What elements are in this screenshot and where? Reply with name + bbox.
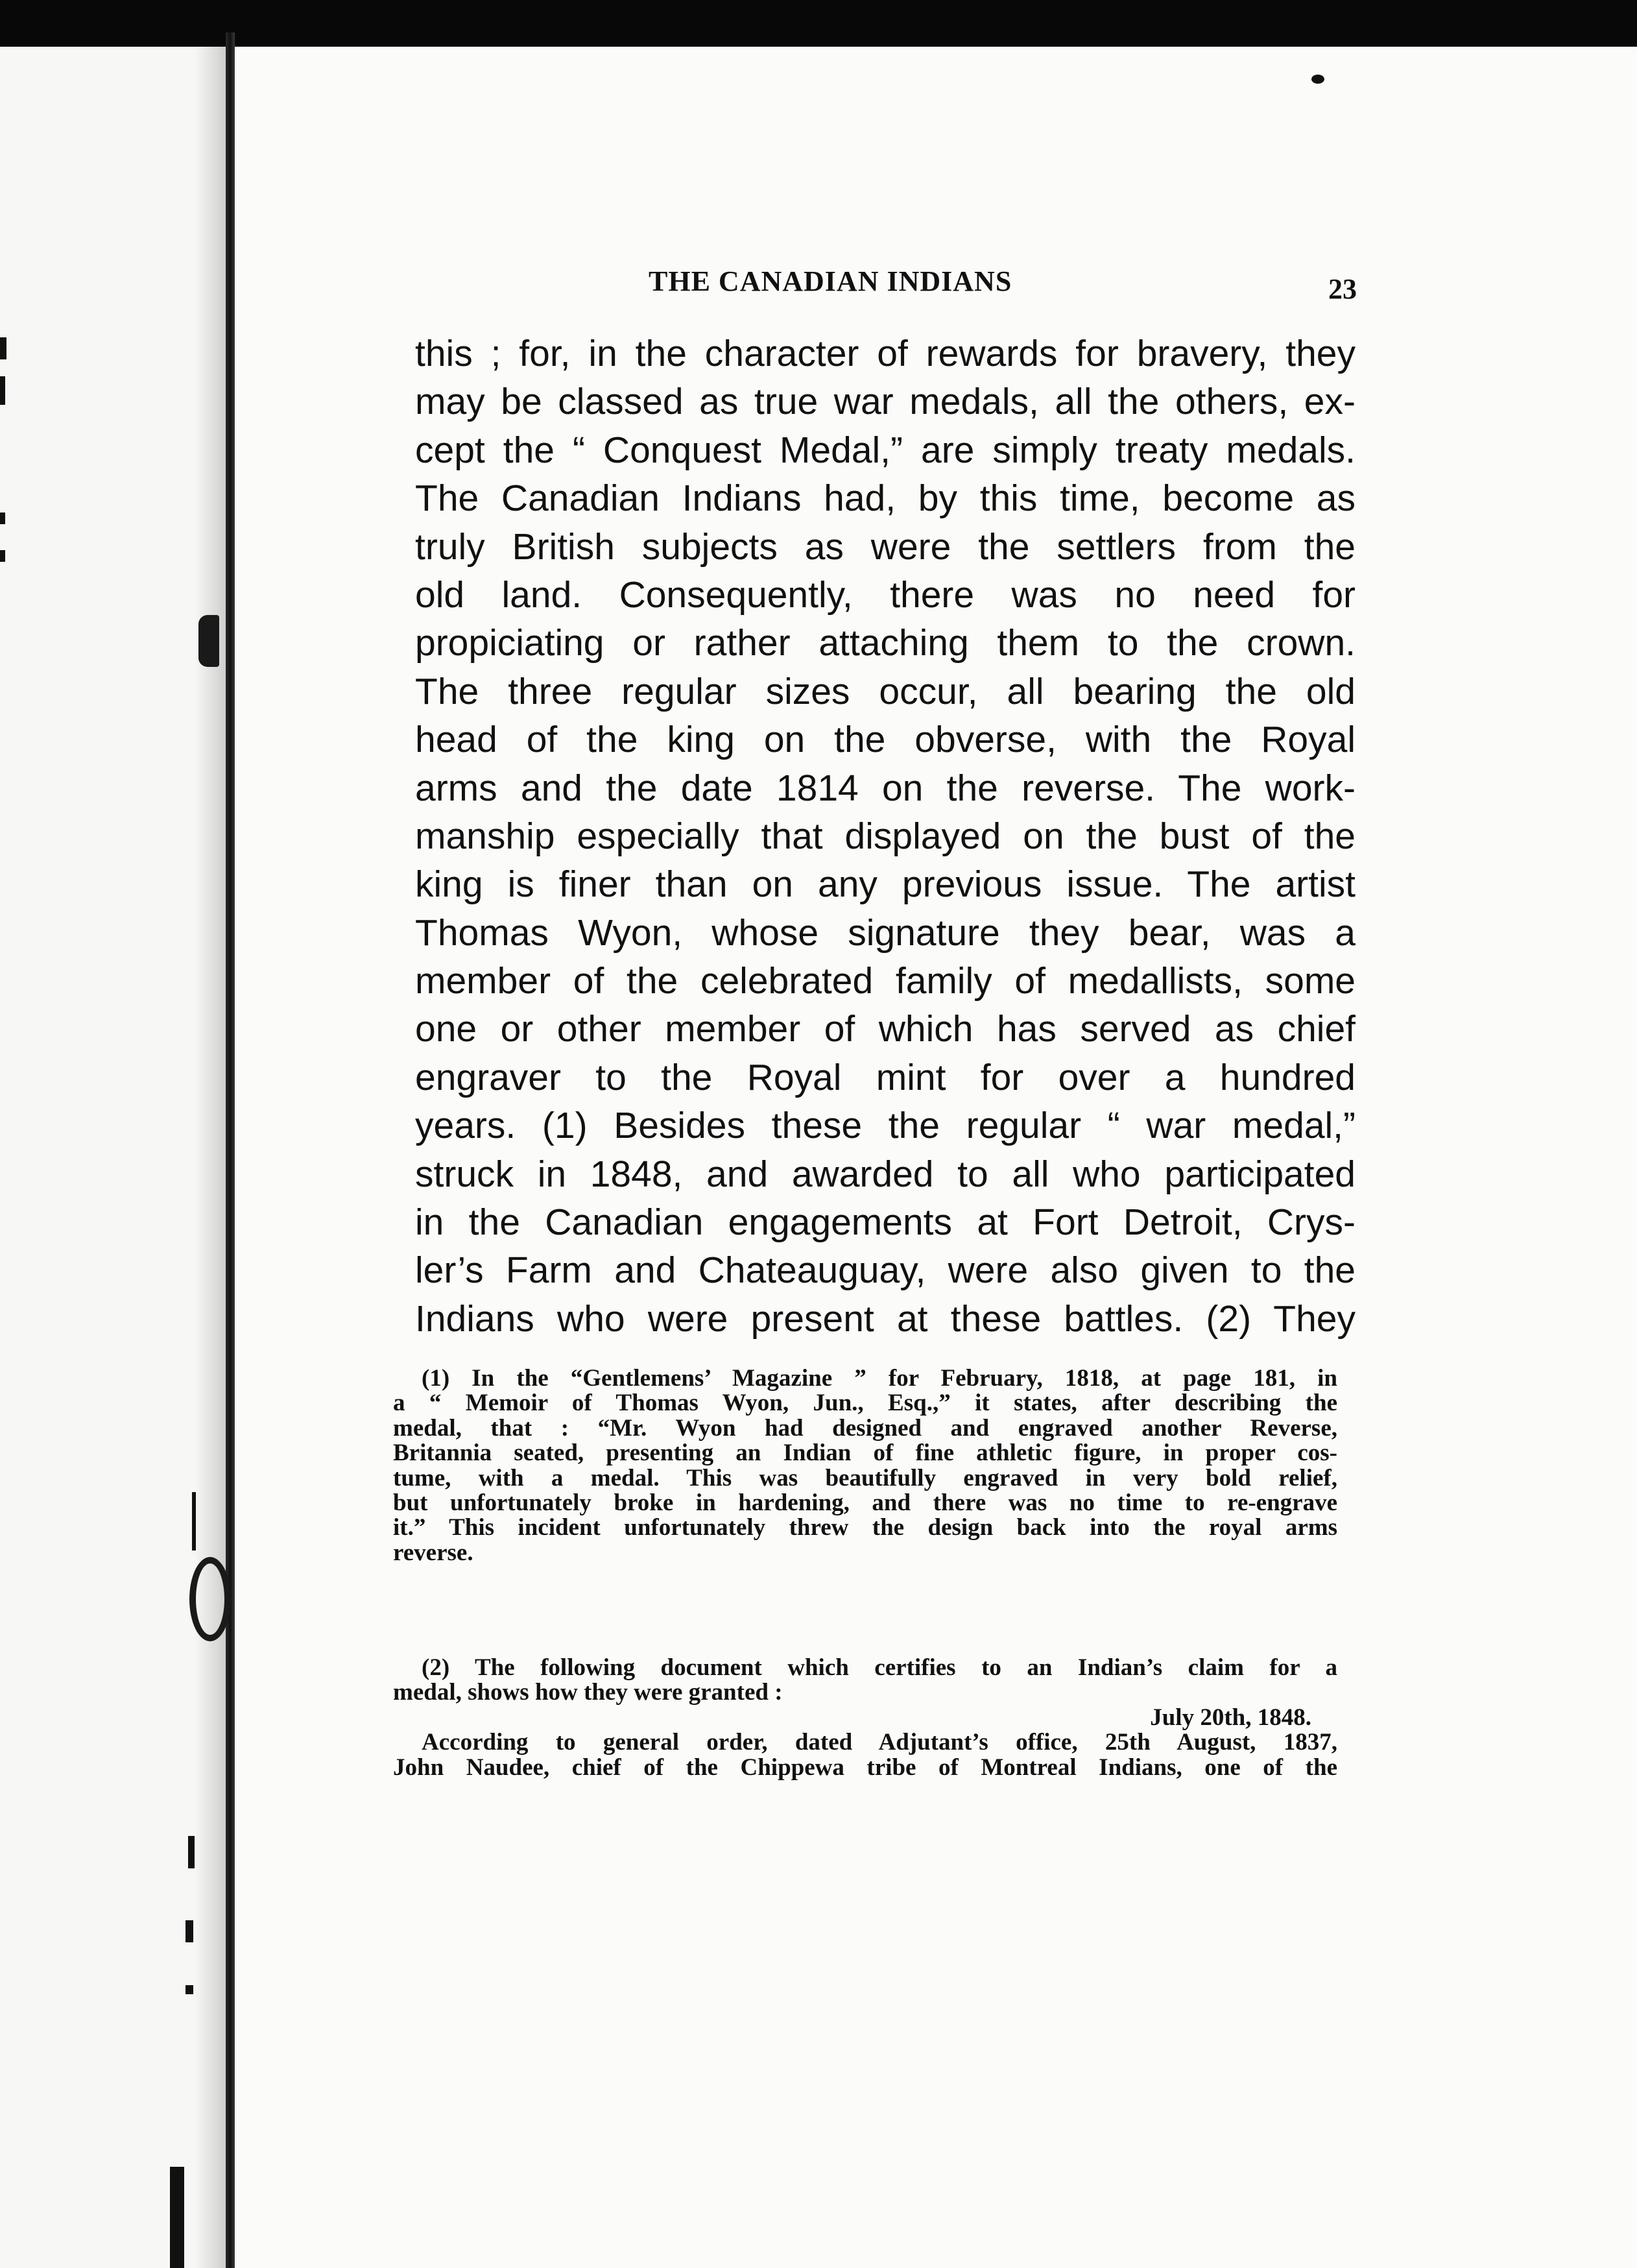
body-line: manship especially that displayed on the bust of the bbox=[415, 815, 1356, 857]
body-line: one or other member of which has served as chief bbox=[415, 1008, 1356, 1050]
body-line: truly British subjects as were the settlers from the bbox=[415, 525, 1356, 568]
body-line: head of the king on the obverse, with the Royal bbox=[415, 719, 1356, 761]
binding-mark bbox=[185, 1985, 193, 1994]
body-paragraph bbox=[415, 330, 1356, 1343]
body-line: king is finer than on any previous issue. The artist bbox=[415, 863, 1356, 906]
body-line: this ; for, in the character of rewards for bravery, they bbox=[415, 333, 1356, 374]
binding-clasp bbox=[189, 1557, 231, 1641]
body-line: member of the celebrated family of medallists, some bbox=[415, 960, 1356, 1002]
facing-page-edge bbox=[0, 47, 195, 2268]
body-line: Indians who were present at these battles. (2) They bbox=[415, 1297, 1356, 1340]
body-line: cept the “ Conquest Medal,” are simply treaty medals. bbox=[415, 429, 1356, 471]
body-line: old land. Consequently, there was no need for bbox=[415, 573, 1356, 616]
facing-page-mark bbox=[0, 337, 6, 359]
body-line: engraver to the Royal mint for over a hundred bbox=[415, 1056, 1356, 1098]
footnote-line: tume, with a medal. This was beautifully engraved in very bold relief, bbox=[393, 1466, 1337, 1491]
body-line: propiciating or rather attaching them to the crown. bbox=[415, 622, 1356, 664]
page-corner-mark bbox=[1311, 75, 1324, 84]
footnote-line: it.” This incident unfortunately threw the design back into the royal arms bbox=[393, 1515, 1337, 1541]
footnote-1 bbox=[393, 1366, 1337, 1565]
scan-top-border bbox=[0, 0, 1637, 47]
facing-page-mark bbox=[0, 513, 5, 524]
binding-mark bbox=[170, 2167, 184, 2268]
footnote-line: but unfortunately broke in hardening, and there was no time to re-engrave bbox=[393, 1490, 1337, 1516]
gutter-shadow bbox=[195, 47, 226, 2268]
body-line: struck in 1848, and awarded to all who participated bbox=[415, 1153, 1356, 1195]
footnote-line: (2) The following document which certifies to an Indian’s claim for a bbox=[422, 1656, 1337, 1681]
binding-mark bbox=[188, 1836, 195, 1868]
page-number: 23 bbox=[1328, 273, 1357, 305]
footnote-2 bbox=[393, 1656, 1337, 1780]
footnote-line: Britannia seated, presenting an Indian of fine athletic figure, in proper cos- bbox=[393, 1441, 1337, 1466]
binding-mark bbox=[185, 1920, 193, 1942]
body-line: The Canadian Indians had, by this time, become as bbox=[415, 477, 1356, 520]
body-line: years. (1) Besides these the regular “ war medal,” bbox=[415, 1105, 1356, 1147]
binding-mark bbox=[192, 1492, 196, 1550]
body-line: in the Canadian engagements at Fort Detroit, Crys- bbox=[415, 1201, 1356, 1244]
facing-page-mark bbox=[0, 376, 5, 405]
body-line: arms and the date 1814 on the reverse. The work- bbox=[415, 767, 1356, 809]
body-line: ler’s Farm and Chateauguay, were also given to the bbox=[415, 1249, 1356, 1292]
footnote-line: medal, shows how they were granted : bbox=[393, 1680, 783, 1706]
footnote-line: medal, that : “Mr. Wyon had designed and engraved another Reverse, bbox=[393, 1416, 1337, 1442]
binding-clip bbox=[198, 615, 219, 667]
body-line: Thomas Wyon, whose signature they bear, was a bbox=[415, 911, 1356, 954]
facing-page-mark bbox=[0, 550, 5, 562]
footnote-line: (1) In the “Gentlemens’ Magazine ” for February, 1818, at page 181, in bbox=[422, 1366, 1337, 1392]
footnote-line: a “ Memoir of Thomas Wyon, Jun., Esq.,” it states, after describing the bbox=[393, 1391, 1337, 1416]
body-line: may be classed as true war medals, all the others, ex- bbox=[415, 381, 1356, 423]
body-line: The three regular sizes occur, all bearing the old bbox=[415, 670, 1356, 712]
footnote-line: John Naudee, chief of the Chippewa tribe of Montreal Indians, one of the bbox=[393, 1755, 1337, 1780]
footnote-line: According to general order, dated Adjutant’s office, 25th August, 1837, bbox=[422, 1730, 1337, 1755]
running-head: THE CANADIAN INDIANS bbox=[649, 265, 1012, 297]
book-spine-line bbox=[226, 32, 235, 2268]
document-date: July 20th, 1848. bbox=[1150, 1705, 1311, 1731]
footnote-line: reverse. bbox=[393, 1540, 473, 1566]
